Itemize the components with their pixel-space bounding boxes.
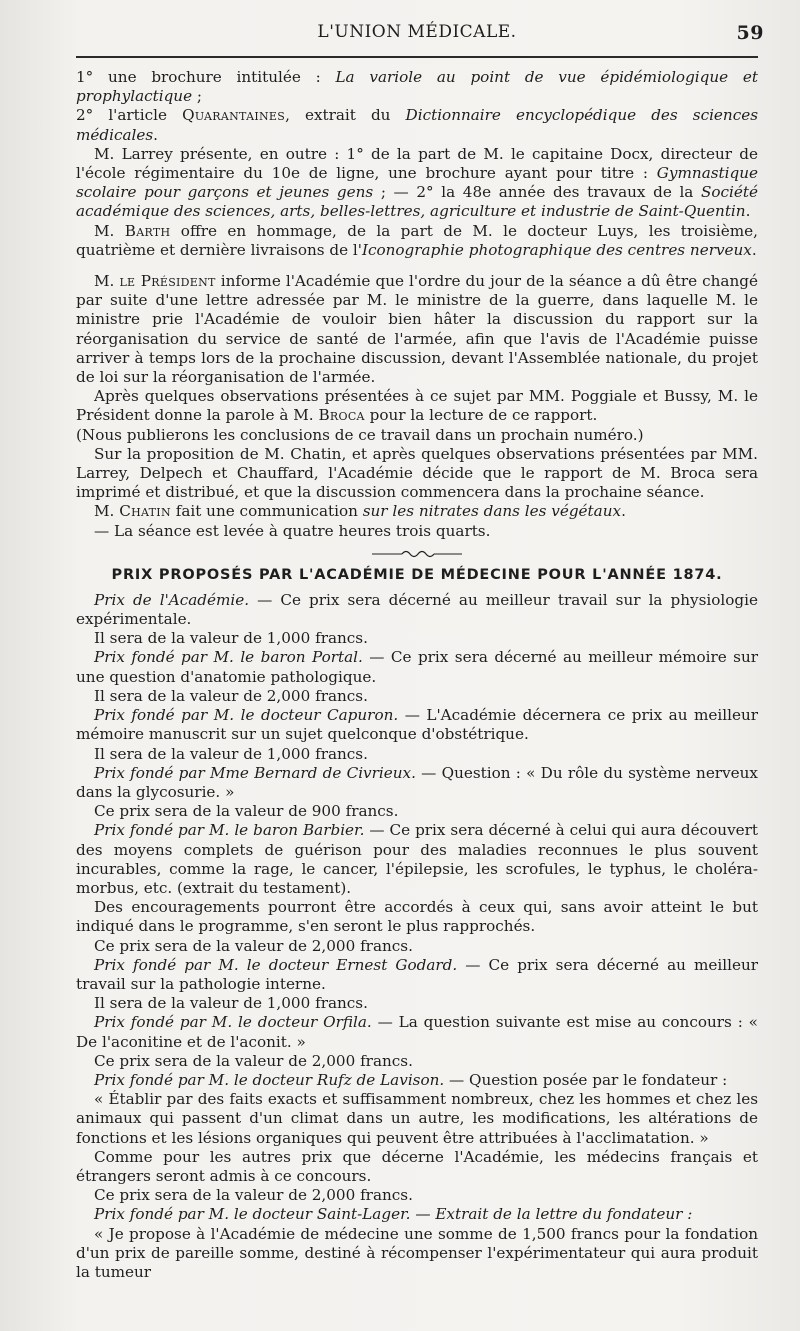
paragraph-observations: Après quelques observations présentées à ce sujet par MM. Poggiale et Bussy, M. le Président donne la parole à M. Broca pour la lecture de ce rapport. <box>76 387 758 425</box>
prize-saint-lager: Prix fondé par M. le docteur Saint-Lager. — Extrait de la lettre du fondateur : « Je propose à l'Académie de médecine une somme de 1,500 francs pour la fondation d'un prix de pareille somme, destiné à récompenser l'expérimentateur qui aura produit la tumeur <box>76 1205 758 1281</box>
paragraph-barth: M. Barth offre en hommage, de la part de M. le docteur Luys, les troisième, quatrième et dernière livraisons de l'Iconographie photographique des centres nerveux. <box>76 221 758 259</box>
section-title: PRIX PROPOSÉS PAR L'ACADÉMIE DE MÉDECINE POUR L'ANNÉE 1874. <box>111 566 723 583</box>
prize-amount: Ce prix sera de la valeur de 2,000 francs. <box>94 1051 413 1070</box>
prize-academie: Prix de l'Académie. — Ce prix sera décerné au meilleur travail sur la physiologie expérimentale. Il sera de la valeur de 1,000 francs. <box>76 590 758 648</box>
paragraph-brochure: 1° une brochure intitulée : La variole au point de vue épidémiologique et prophylactique ; <box>76 68 758 106</box>
prize-orfila: Prix fondé par M. le docteur Orfila. — La question suivante est mise au concours : « De l'aconitine et de l'aconit. » Ce prix sera de la valeur de 2,000 francs. <box>76 1013 758 1070</box>
paragraph-closing: — La séance est levée à quatre heures trois quarts. <box>94 521 491 540</box>
prize-name: Prix fondé par Mme Bernard de Civrieux. <box>94 763 416 782</box>
prize-godard: Prix fondé par M. le docteur Ernest Godard. — Ce prix sera décerné au meilleur travail sur la pathologie interne. Il sera de la valeur de 1,000 francs. <box>76 955 758 1013</box>
paragraph-president: M. le Président informe l'Académie que l'ordre du jour de la séance a dû être changé par suite d'une lettre adressée par M. le ministre de la guerre, dans laquelle M. le ministre prie l'Académie de vouloir bien hâter la discussion du rapport sur la réorganisation du service de santé de l'armée, afin que l'avis de l'Académie puisse arriver à temps lors de la prochaine discussion, devant l'Assemblée nationale, du projet de loi sur la réorganisation de l'armée. <box>76 272 758 387</box>
prize-amount: Il sera de la valeur de 1,000 francs. <box>94 994 368 1013</box>
running-head <box>76 18 764 48</box>
prize-name: Prix fondé par M. le docteur Orfila. <box>94 1013 372 1032</box>
paragraph-note: (Nous publierons les conclusions de ce travail dans un prochain numéro.) <box>76 425 644 444</box>
prize-name: Prix fondé par M. le docteur Saint-Lager. <box>94 1205 411 1224</box>
ornament-divider <box>76 547 758 561</box>
prize-name: Prix fondé par M. le baron Portal. <box>94 648 363 667</box>
prize-name: Prix fondé par M. le docteur Capuron. <box>94 706 399 725</box>
prize-civrieux: Prix fondé par Mme Bernard de Civrieux. — Question : « Du rôle du système nerveux dans la glycosurie. » Ce prix sera de la valeur de 900 francs. <box>76 763 758 821</box>
prize-portal: Prix fondé par M. le baron Portal. — Ce prix sera décerné au meilleur mémoire sur une question d'anatomie pathologique. Il sera de la valeur de 2,000 francs. <box>76 648 758 705</box>
paragraph-larrey: M. Larrey présente, en outre : 1° de la part de M. le capitaine Docx, directeur de l'école régimentaire du 10e de ligne, une brochure ayant pour titre : Gymnastique scolaire pour garçons et jeunes gens ; — 2° la 48e année des travaux de la Société académique des sciences, arts, belles-lettres, agriculture et industrie de Saint-Quentin. <box>76 144 758 221</box>
prize-capuron: Prix fondé par M. le docteur Capuron. — L'Académie décernera ce prix au meilleur mémoire manuscrit sur un sujet quelconque d'obstétrique. Il sera de la valeur de 1,000 francs. <box>76 706 758 763</box>
header-rule <box>76 56 758 58</box>
prize-rufz-de-lavison: Prix fondé par M. le docteur Rufz de Lavison. — Question posée par le fondateur : « Établir par des faits exacts et suffisamment nombreux, chez les hommes et chez les animaux qui passent d'un climat dans un autre, les modifications, les altérations de fonctions et les lésions organiques qui peuvent être attribuées à l'acclimatation. » Comme pour les autres prix que décerne l'Académie, les médecins français et étrangers seront admis à ce concours. Ce prix sera de la valeur de 2,000 francs. <box>76 1070 758 1205</box>
prize-amount: Ce prix sera de la valeur de 2,000 francs. <box>94 1186 413 1205</box>
prize-letter-excerpt: « Je propose à l'Académie de médecine une somme de 1,500 francs pour la fondation d'un prix de pareille somme, destiné à récompenser l'expérimentateur qui aura produit la tumeur <box>76 1224 758 1281</box>
prize-amount: Il sera de la valeur de 2,000 francs. <box>94 686 368 705</box>
prize-barbier: Prix fondé par M. le baron Barbier. — Ce prix sera décerné à celui qui aura découvert des moyens complets de guérison pour des maladies reconnues le plus souvent incurables, comme la rage, le cancer, l'épilepsie, les scrofules, le typhus, le choléra-morbus, etc. (extrait du testament). Des encouragements pourront être accordés à ceux qui, sans avoir atteint le but indiqué dans le programme, s'en seront le plus rapprochés. Ce prix sera de la valeur de 2,000 francs. <box>76 821 758 955</box>
prize-amount: Il sera de la valeur de 1,000 francs. <box>94 629 368 648</box>
prize-name: Prix fondé par M. le docteur Ernest Godard. <box>94 955 458 974</box>
paragraph-chatin-communication: M. Chatin fait une communication sur les nitrates dans les végétaux. <box>94 502 626 521</box>
prize-amount: Il sera de la valeur de 1,000 francs. <box>94 744 368 763</box>
page-number: 59 <box>736 22 764 44</box>
prize-question: « Établir par des faits exacts et suffisamment nombreux, chez les hommes et chez les animaux qui passent d'un climat dans un autre, les modifications, les altérations de fonctions et les lésions organiques qui peuvent être attribuées à l'acclimatation. » <box>76 1090 758 1147</box>
prize-name: Prix de l'Académie. <box>94 590 250 609</box>
prize-extra: Comme pour les autres prix que décerne l'Académie, les médecins français et étrangers seront admis à ce concours. <box>76 1147 758 1185</box>
journal-title: L'UNION MÉDICALE. <box>317 22 517 42</box>
paragraph-chatin-proposal: Sur la proposition de M. Chatin, et après quelques observations présentées par MM. Larrey, Delpech et Chauffard, l'Académie décide que le rapport de M. Broca sera imprimé et distribué, et que la discussion commencera dans la prochaine séance. <box>76 444 758 502</box>
prize-amount: Ce prix sera de la valeur de 2,000 francs. <box>94 936 413 955</box>
prize-name: Prix fondé par M. le docteur Rufz de Lavison. <box>94 1070 445 1089</box>
prize-amount: Ce prix sera de la valeur de 900 francs. <box>94 802 399 821</box>
prize-name: Prix fondé par M. le baron Barbier. <box>94 821 365 840</box>
prize-extra: Des encouragements pourront être accordés à ceux qui, sans avoir atteint le but indiqué dans le programme, s'en seront le plus rapprochés. <box>76 898 758 936</box>
paragraph-article: 2° l'article Quarantaines, extrait du Dictionnaire encyclopédique des sciences médicales. <box>76 106 758 144</box>
